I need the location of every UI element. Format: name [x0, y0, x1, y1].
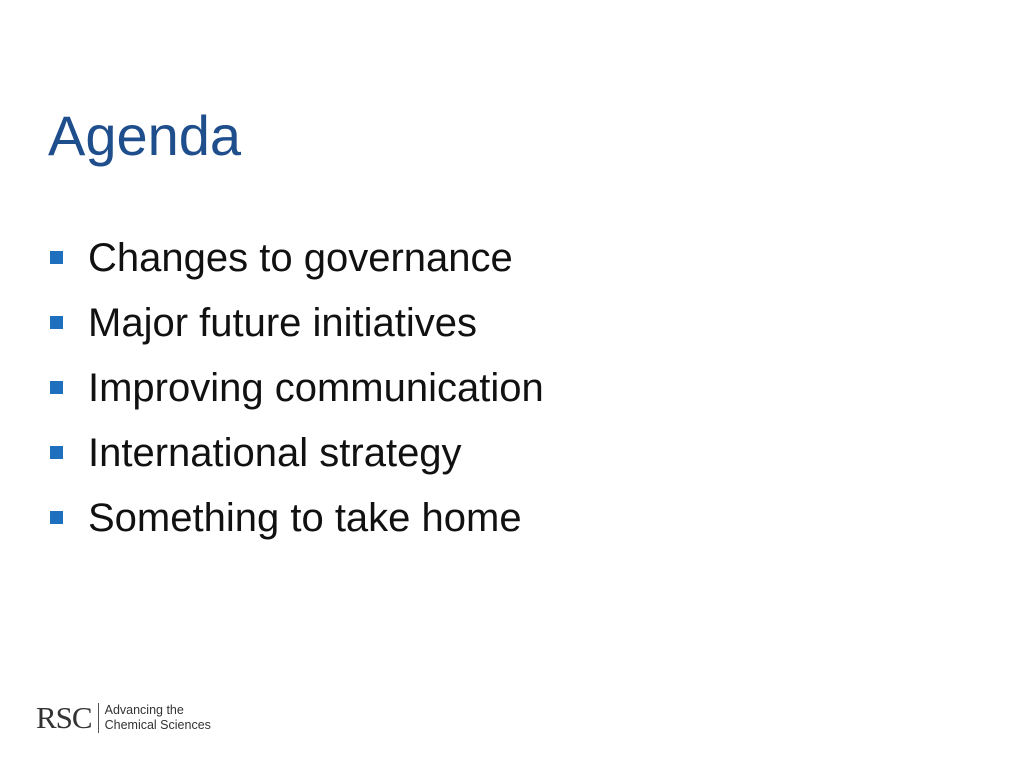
square-bullet-icon	[50, 251, 63, 264]
rsc-logo	[36, 700, 211, 736]
list-item	[50, 225, 544, 290]
bullet-text: Something to take home	[88, 495, 522, 540]
bullet-text: Major future initiatives	[88, 300, 478, 345]
tagline-line-1: Advancing the	[104, 703, 184, 717]
bullet-list	[50, 225, 544, 550]
square-bullet-icon	[50, 446, 63, 459]
tagline-line-2: Chemical Sciences	[104, 718, 211, 732]
logo-tagline	[105, 703, 211, 733]
logo-wordmark: RSC	[36, 700, 92, 735]
square-bullet-icon	[50, 316, 63, 329]
slide-title: Agenda	[48, 104, 242, 167]
bullet-text: Changes to governance	[88, 235, 513, 280]
bullet-text: Improving communication	[88, 365, 544, 410]
square-bullet-icon	[50, 381, 63, 394]
bullet-text: International strategy	[88, 430, 462, 475]
square-bullet-icon	[50, 511, 63, 524]
list-item	[50, 290, 544, 355]
list-item	[50, 420, 544, 485]
list-item	[50, 485, 544, 550]
logo-divider	[98, 703, 99, 733]
list-item	[50, 355, 544, 420]
